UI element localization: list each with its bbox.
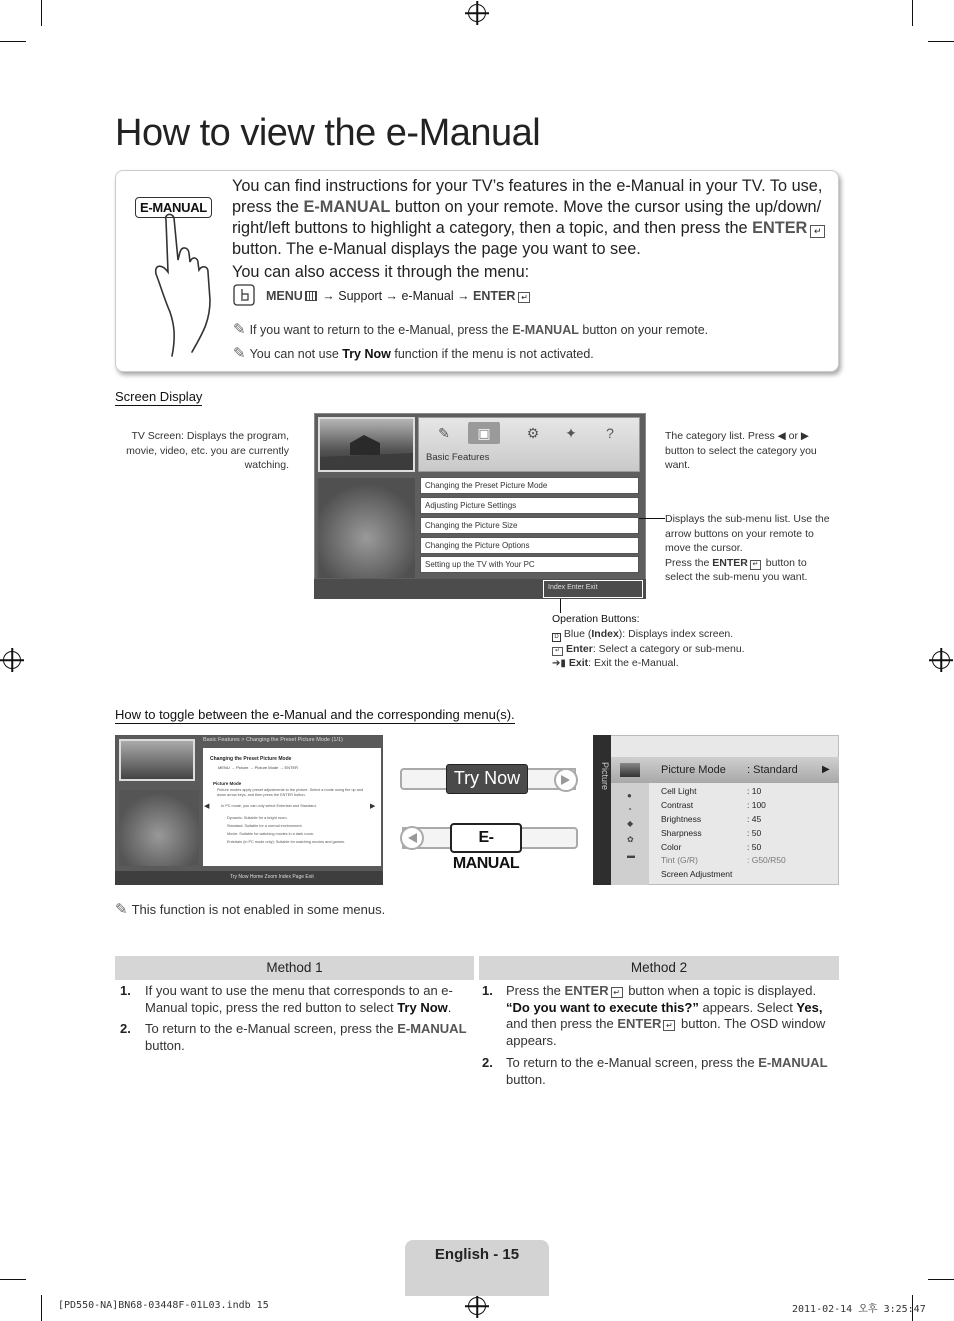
picture-row-value: : 10	[747, 786, 762, 796]
shot-document	[203, 748, 381, 866]
method1-step2: To return to the e-Manual screen, press the E-MANUAL button.	[145, 1021, 467, 1053]
crop-mark	[0, 1279, 26, 1280]
picture-row-label[interactable]: Color	[661, 842, 682, 852]
picture-row-value: : Standard	[747, 764, 798, 776]
callout-category: The category list. Press ◀ or ▶ button to select the category you want.	[665, 430, 817, 471]
blue-button-icon: D	[552, 633, 561, 642]
picture-row-value: : G50/R50	[747, 855, 786, 865]
registration-mark	[468, 4, 486, 22]
operation-highlight	[543, 580, 643, 598]
picture-row-value: : 100	[747, 800, 766, 810]
crop-mark	[928, 1279, 954, 1280]
tools-icon[interactable]: ✦	[565, 425, 577, 441]
input-icon: ▬	[627, 851, 635, 860]
try-now-button: Try Now	[446, 764, 528, 794]
channel-icon: ◆	[627, 819, 634, 828]
picture-row-value: : 50	[747, 828, 762, 838]
screen-display-label: Screen Display	[115, 389, 203, 404]
enter-icon: ↵	[810, 225, 825, 238]
menu-hand-icon	[233, 284, 255, 306]
decorative-art	[318, 478, 415, 578]
picture-row-value: : 50	[747, 842, 762, 852]
sub-menu-item[interactable]: Changing the Picture Options	[420, 537, 639, 554]
right-arrow-icon	[554, 767, 578, 793]
picture-row-label[interactable]: Contrast	[661, 800, 694, 810]
enter-icon: ↵	[611, 987, 623, 998]
method1-header: Method 1	[115, 956, 474, 980]
note-pencil-icon: ✎	[233, 321, 246, 338]
enter-icon: ↵	[518, 292, 530, 303]
setup-icon: ✿	[627, 835, 634, 844]
crop-mark	[41, 0, 42, 26]
left-arrow-icon	[400, 825, 424, 851]
callout-tv-screen: TV Screen: Displays the program, movie, video, etc. you are currently watching.	[126, 430, 289, 471]
picture-row-label[interactable]: Screen Adjustment	[661, 869, 733, 879]
page-title: How to view the e-Manual	[115, 112, 541, 154]
method2-step2: To return to the e-Manual screen, press the E-MANUAL button.	[506, 1055, 828, 1087]
picture-row-value: : 45	[747, 814, 762, 824]
shot-body: Picture modes apply preset adjustments to the picture. Select a mode using the up and down arrow keys, and then press the ENTER button.	[217, 788, 364, 797]
gear-icon[interactable]: ⚙	[526, 425, 540, 441]
page-left-arrow-icon: ◀	[204, 803, 210, 810]
picture-row-label[interactable]: Picture Mode	[661, 764, 726, 776]
toggle-heading: How to toggle between the e-Manual and the corresponding menu(s).	[115, 707, 515, 722]
sub-menu-item[interactable]: Changing the Picture Size	[420, 517, 639, 534]
print-date-info: 2011-02-14 오후 3:25:47	[792, 1304, 926, 1315]
access-text: You can also access it through the menu:	[232, 263, 530, 281]
leader-line	[560, 599, 561, 613]
picture-side-label: Picture	[600, 762, 610, 791]
operation-buttons-row: Index Enter Exit	[548, 584, 598, 591]
registration-mark	[468, 1297, 486, 1315]
callout-operation: Operation Buttons: D Blue (Index): Displays index screen. ↵ Enter: Select a category or sub-menu. ➔▮ Exit: Exit the e-Manual.	[552, 613, 745, 669]
note-try-now: ✎ You can not use Try Now function if the menu is not activated.	[233, 345, 594, 362]
sub-menu-item[interactable]: Changing the Preset Picture Mode	[420, 477, 639, 494]
note-return: ✎ If you want to return to the e-Manual, press the E-MANUAL button on your remote.	[233, 321, 709, 338]
method1-step1: If you want to use the menu that corresponds to an e-Manual topic, press the red button to select Try Now.	[145, 983, 453, 1015]
callout-submenu: Displays the sub-menu list. Use the arrow buttons on your remote to move the cursor. Press the ENTER ↵ button to select the sub-menu you want.	[665, 513, 830, 583]
menu-path: MENU → Support → e-Manual → ENTER ↵	[266, 289, 530, 303]
note-pencil-icon: ✎	[115, 901, 128, 918]
menu-icon	[305, 291, 317, 301]
category-list	[418, 417, 640, 472]
picture-sidebar	[593, 735, 611, 885]
decorative-art	[119, 790, 199, 866]
tv-screen-thumbnail	[318, 417, 415, 472]
enter-icon: ↵	[750, 560, 761, 570]
shot-path: MENU → Picture → Picture Mode → ENTER	[218, 765, 299, 770]
picture-row-label[interactable]: Cell Light	[661, 786, 697, 796]
registration-mark	[932, 651, 950, 669]
category-icon[interactable]: ✎	[438, 425, 450, 441]
emanual-remote-button: E-MANUAL	[135, 197, 212, 218]
category-label: Basic Features	[426, 452, 490, 463]
crop-mark	[912, 0, 913, 26]
crop-mark	[928, 41, 954, 42]
picture-thumbnail-icon	[620, 763, 640, 777]
print-file-info: [PD550-NA]BN68-03448F-01L03.indb 15	[58, 1300, 269, 1311]
step-number: 2.	[482, 1055, 493, 1070]
registration-mark	[3, 651, 21, 669]
picture-icon: ●	[627, 791, 632, 800]
enter-icon: ↵	[552, 647, 563, 656]
picture-row-label[interactable]: Sharpness	[661, 828, 702, 838]
exit-icon: ➔▮	[552, 658, 566, 669]
category-icon-selected[interactable]: ▣	[468, 422, 500, 444]
enter-icon: ↵	[663, 1020, 675, 1031]
step-number: 1.	[120, 983, 131, 998]
crop-mark	[0, 41, 26, 42]
shot-subheading: Picture Mode	[213, 781, 242, 786]
help-icon[interactable]: ?	[606, 425, 614, 441]
method2-header: Method 2	[479, 956, 839, 980]
sub-menu-item[interactable]: Setting up the TV with Your PC	[420, 556, 639, 573]
shot-footer-buttons: Try Now Home Zoom Index Page Exit	[230, 874, 314, 880]
tv-screen-thumbnail	[119, 739, 195, 781]
right-arrow-icon: ▶	[822, 764, 830, 775]
shot-bullets: Dynamic: Suitable for a bright room. Standard: Suitable for a normal environment. Movie: Suitable for watching movies in a dark room. Entertain (in PC mode only): Suitable for watching movies and games.	[227, 816, 345, 844]
intro-paragraph: You can find instructions for your TV’s features in the e-Manual in your TV. To use, press the E-MANUAL button on your remote. Move the cursor using the up/down/ right/left buttons to highlight a category, then a topic, and then press the ENTER ↵ button. The e-Manual displays the page you want to see.	[232, 176, 830, 260]
toggle-note: ✎ This function is not enabled in some menus.	[115, 901, 386, 918]
note-pencil-icon: ✎	[233, 345, 246, 362]
barn-landscape-icon	[320, 419, 413, 470]
hand-pressing-icon	[140, 212, 220, 362]
method2-step1: Press the ENTER ↵ button when a topic is displayed. “Do you want to execute this?” appears. Select Yes, and then press the ENTER ↵ button. The OSD window appears.	[506, 983, 826, 1048]
shot-pc-note: In PC mode, you can only select Entertain and Standard.	[221, 804, 317, 808]
shot-breadcrumb: Basic Features > Changing the Preset Picture Mode (1/1)	[203, 737, 343, 743]
step-number: 1.	[482, 983, 493, 998]
leader-line	[639, 518, 665, 519]
page-right-arrow-icon: ▶	[370, 803, 376, 810]
emanual-button: E-MANUAL	[450, 823, 522, 853]
picture-row-label[interactable]: Brightness	[661, 814, 702, 824]
picture-row-label[interactable]: Tint (G/R)	[661, 855, 698, 865]
page-number: English - 15	[434, 1246, 520, 1263]
shot-topic: Changing the Preset Picture Mode	[210, 756, 292, 762]
sound-icon: ◔	[627, 805, 632, 814]
step-number: 2.	[120, 1021, 131, 1036]
crop-mark	[41, 1295, 42, 1321]
sub-menu-item[interactable]: Adjusting Picture Settings	[420, 497, 639, 514]
